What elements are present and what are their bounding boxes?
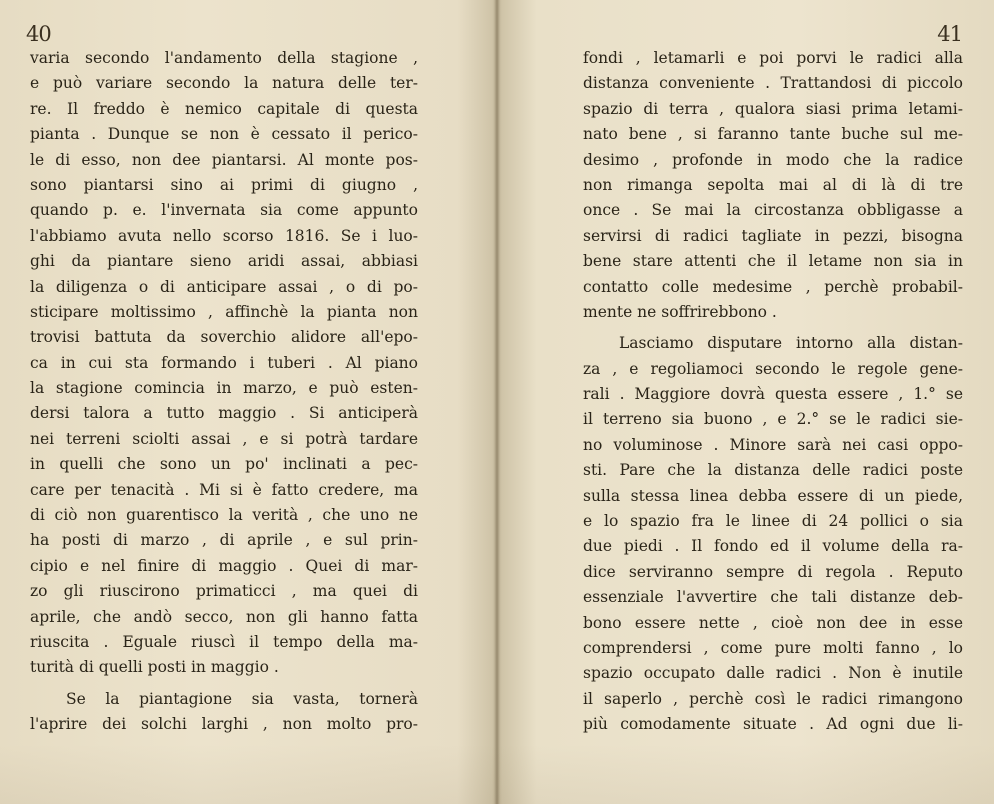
text-line: bono essere nette , cioè non dee in esse — [583, 613, 963, 632]
text-line: quando p. e. l'invernata sia come appunto — [30, 201, 418, 220]
paper-shading — [0, 744, 994, 804]
text-line: sulla stessa linea debba essere di un piede, — [583, 486, 963, 505]
text-line: l'abbiamo avuta nello scorso 1816. Se i luo- — [30, 226, 418, 245]
text-line: il terreno sia buono , e 2.° se le radici sie- — [583, 410, 963, 429]
text-line: e lo spazio fra le linee di 24 pollici o sia — [583, 512, 963, 531]
text-line: il saperlo , perchè così le radici rimangono — [583, 689, 963, 708]
text-line: l'aprire dei solchi larghi , non molto pro- — [30, 715, 418, 734]
text-line: za , e regoliamoci secondo le regole gene- — [583, 359, 963, 378]
text-line: turità di quelli posti in maggio . — [30, 658, 279, 677]
text-line: e può variare secondo la natura delle ter- — [30, 74, 418, 93]
text-line: bene stare attenti che il letame non sia in — [583, 252, 963, 271]
text-line: essenziale l'avvertire che tali distanze deb- — [583, 588, 963, 607]
text-line: nato bene , si faranno tante buche sul me- — [583, 125, 963, 144]
text-line: once . Se mai la circostanza obbligasse a — [583, 201, 963, 220]
text-line: sono piantarsi sino ai primi di giugno , — [30, 175, 418, 194]
text-line: riuscita . Eguale riuscì il tempo della ma- — [30, 632, 418, 651]
text-line: Se la piantagione sia vasta, tornerà — [66, 689, 418, 708]
text-line: sti. Pare che la distanza delle radici poste — [583, 461, 963, 480]
text-line: distanza conveniente . Trattandosi di piccolo — [583, 74, 963, 93]
text-line: la stagione comincia in marzo, e può esten- — [30, 379, 418, 398]
text-line: le di esso, non dee piantarsi. Al monte pos- — [30, 150, 418, 169]
text-line: dersi talora a tutto maggio . Si anticiperà — [30, 404, 418, 423]
text-line: care per tenacità . Mi si è fatto credere, ma — [30, 480, 418, 499]
text-line: fondi , letamarli e poi porvi le radici alla — [583, 49, 963, 67]
text-line: la diligenza o di anticipare assai , o di po- — [30, 277, 418, 296]
text-line: spazio di terra , qualora siasi prima letami- — [583, 99, 963, 118]
text-line: comprendersi , come pure molti fanno , lo — [583, 638, 963, 657]
text-line: due piedi . Il fondo ed il volume della ra- — [583, 537, 963, 556]
text-line: ca in cui sta formando i tuberi . Al piano — [30, 353, 418, 372]
right-page-text — [583, 46, 963, 738]
text-line: ha posti di marzo , di aprile , e sul prin- — [30, 531, 418, 550]
text-line: di ciò non guarentisco la verità , che uno ne — [30, 506, 418, 525]
text-line: aprile, che andò secco, non gli hanno fatta — [30, 607, 418, 626]
left-page-text — [30, 46, 418, 738]
text-line: cipio e nel finire di maggio . Quei di mar- — [30, 556, 418, 575]
text-line: in quelli che sono un po' inclinati a pec- — [30, 455, 418, 474]
text-line: ghi da piantare sieno aridi assai, abbiasi — [30, 252, 418, 271]
text-line: spazio occupato dalle radici . Non è inutile — [583, 664, 963, 683]
right-page — [497, 0, 994, 804]
text-line: mente ne soffrirebbono . — [583, 302, 777, 321]
text-line: nei terreni sciolti assai , e si potrà tardare — [30, 429, 418, 448]
text-line: non rimanga sepolta mai al di là di tre — [583, 175, 963, 194]
text-line: Lasciamo disputare intorno alla distan- — [619, 334, 963, 353]
text-line: servirsi di radici tagliate in pezzi, bisogna — [583, 226, 963, 245]
text-line: dice serviranno sempre di regola . Reputo — [583, 562, 963, 581]
page-number-left: 40 — [26, 22, 51, 46]
text-line: rali . Maggiore dovrà questa essere , 1.° se — [583, 385, 963, 404]
text-line: zo gli riuscirono primaticci , ma quei di — [30, 582, 418, 601]
text-line: più comodamente situate . Ad ogni due li- — [583, 715, 963, 734]
text-line: re. Il freddo è nemico capitale di questa — [30, 99, 418, 118]
text-line: varia secondo l'andamento della stagione , — [30, 49, 418, 67]
text-line: trovisi battuta da soverchio alidore all'epo- — [30, 328, 418, 347]
text-line: no voluminose . Minore sarà nei casi oppo- — [583, 435, 963, 454]
text-line: sticipare moltissimo , affinchè la pianta non — [30, 302, 418, 321]
text-line: pianta . Dunque se non è cessato il perico- — [30, 125, 418, 144]
text-line: contatto colle medesime , perchè probabil- — [583, 277, 963, 296]
page-number-right: 41 — [937, 22, 962, 46]
text-line: desimo , profonde in modo che la radice — [583, 150, 963, 169]
book-gutter — [494, 0, 500, 804]
